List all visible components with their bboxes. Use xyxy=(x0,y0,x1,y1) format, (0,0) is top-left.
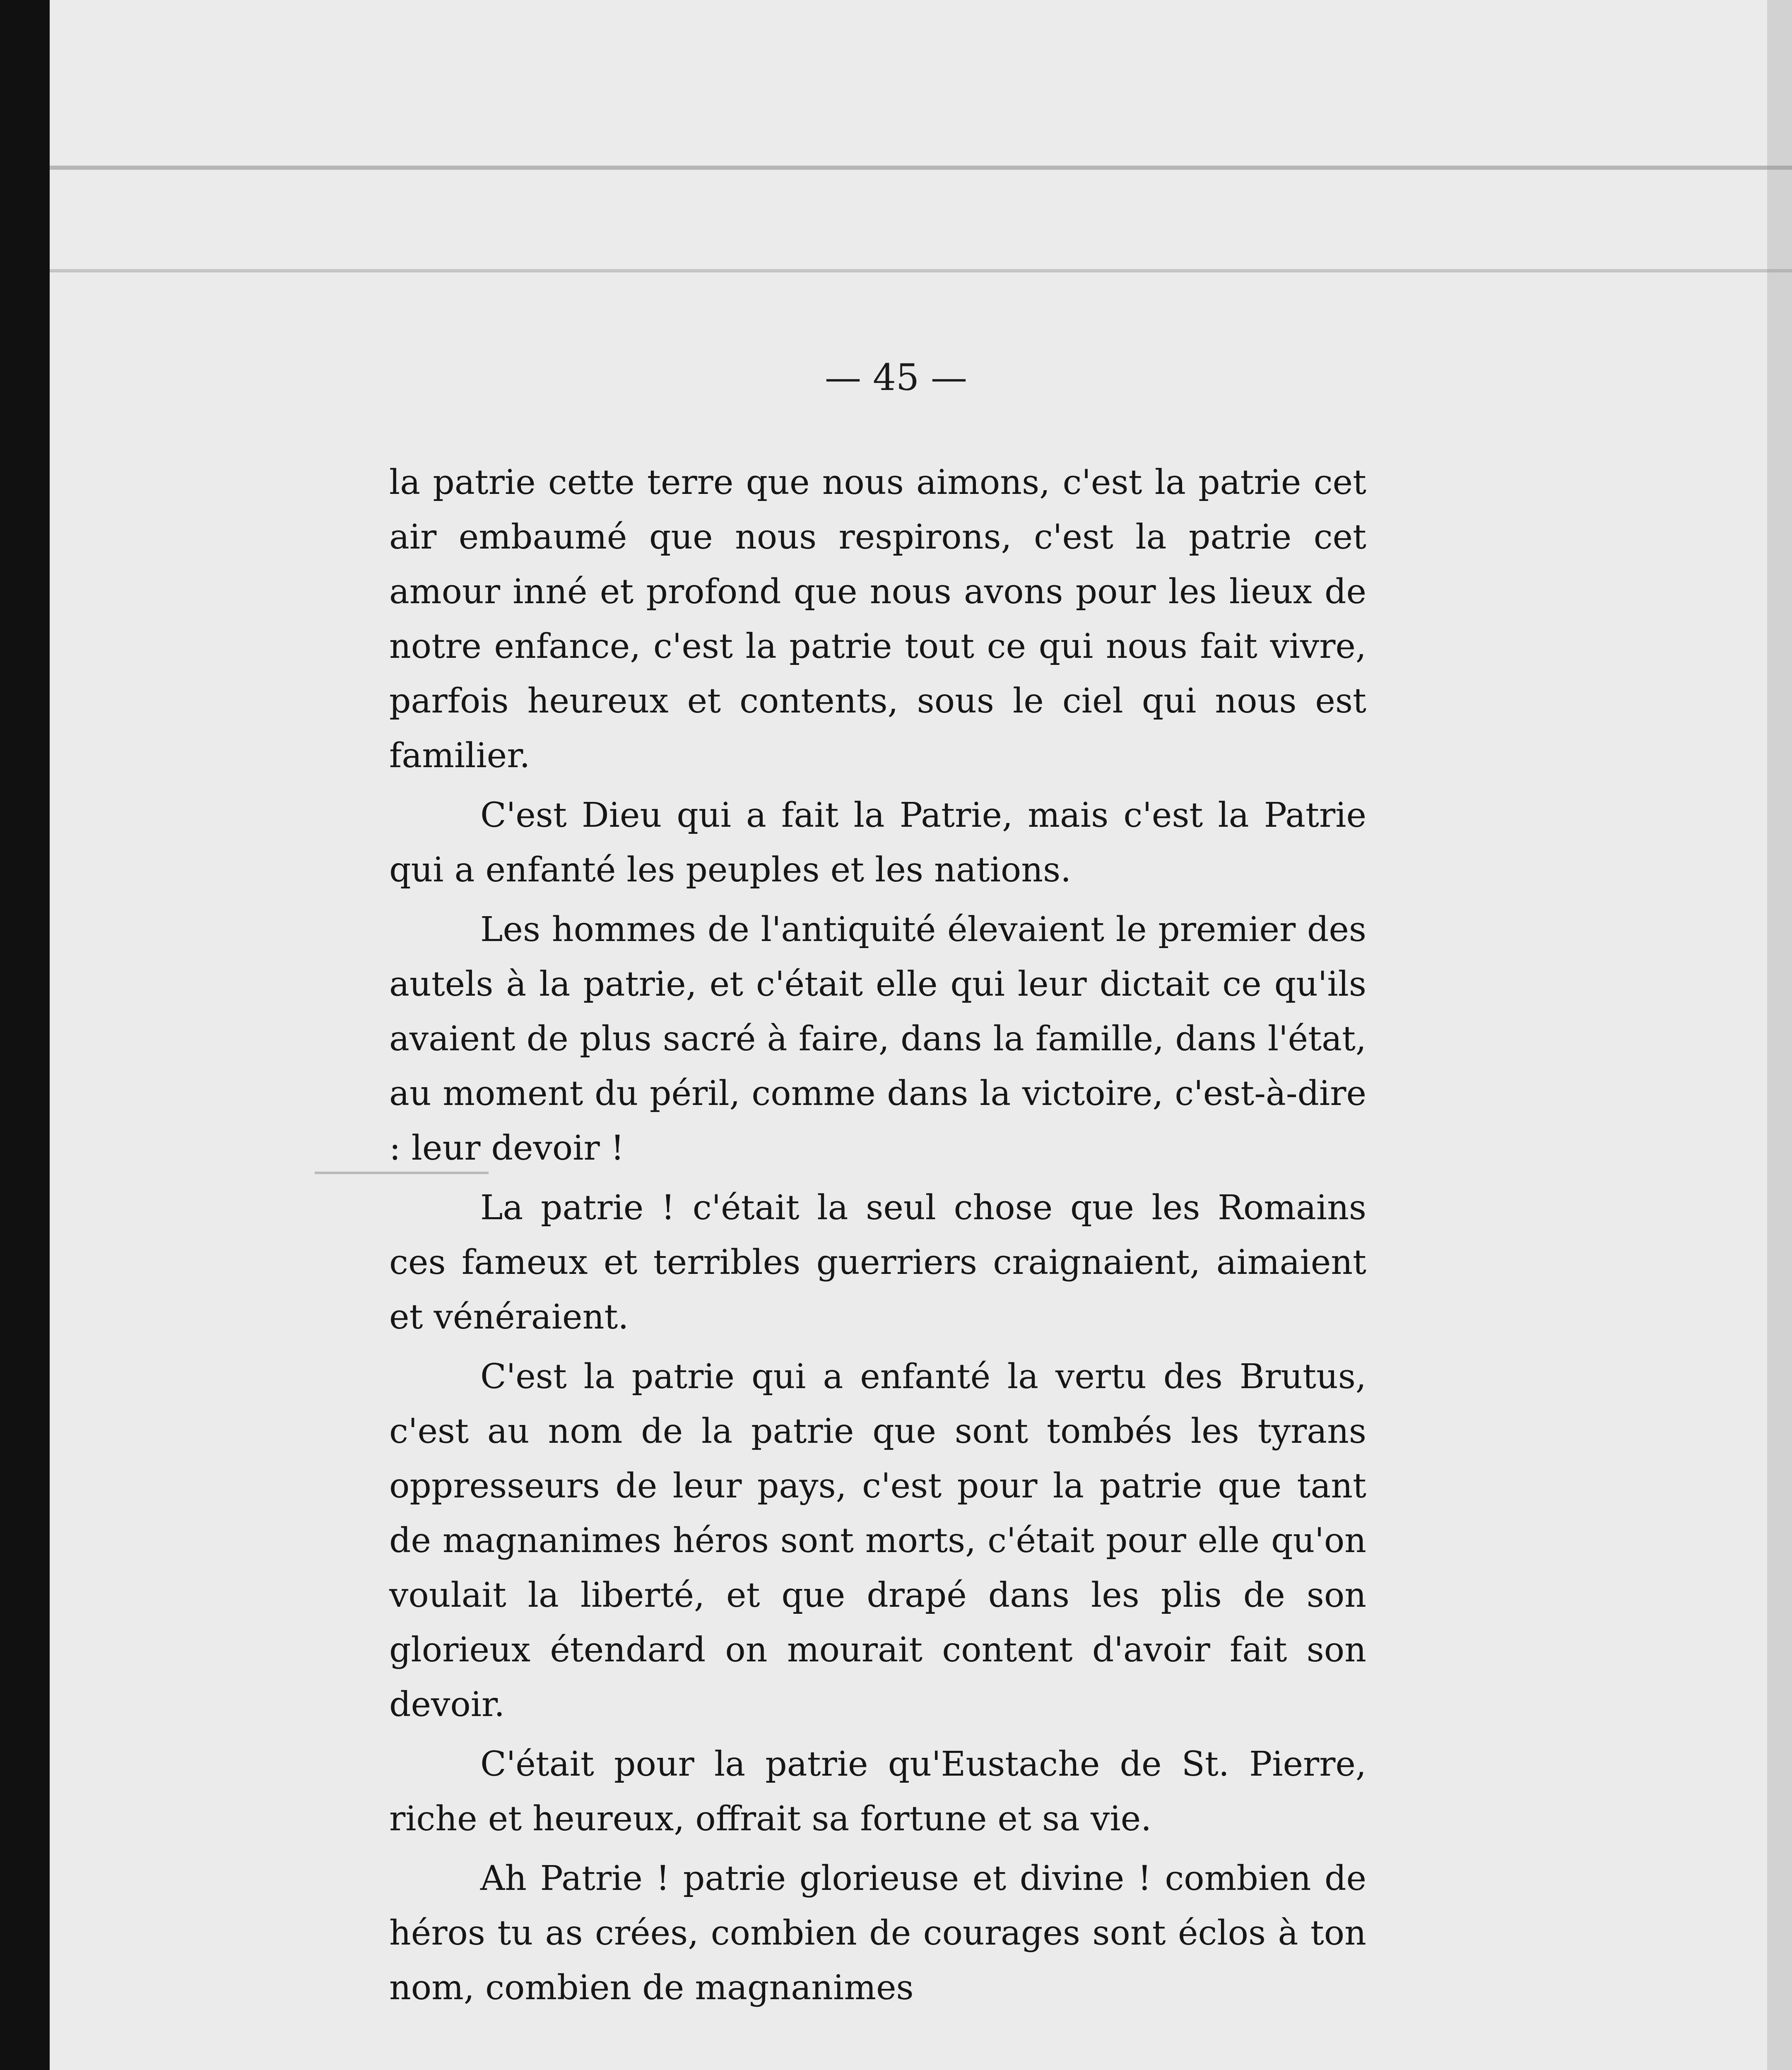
scan-right-edge xyxy=(1767,0,1792,2070)
paragraph: Les hommes de l'antiquité élevaient le premier des autels à la patrie, et c'était elle qui leur dictait ce qu'ils avaient de plus sacré à faire, dans la famille, dans l'état, au moment du péril, comme dans la victoire, c'est-à-dire : leur devoir ! xyxy=(389,910,1366,1168)
paragraph: La patrie ! c'était la seul chose que les Romains ces fameux et terribles guerriers craignaient, aimaient et vénéraient. xyxy=(389,1188,1366,1337)
scan-artifact-line xyxy=(50,269,1792,272)
scan-left-edge xyxy=(0,0,50,2070)
paragraph: C'est la patrie qui a enfanté la vertu des Brutus, c'est au nom de la patrie que sont tombés les tyrans oppresseurs de leur pays, c'est pour la patrie que tant de magnanimes héros sont morts, c'était pour elle qu'on voulait la liberté, et que drapé dans les plis de son glorieux étendard on mourait content d'avoir fait son devoir. xyxy=(389,1357,1366,1724)
body-text xyxy=(389,455,1366,2020)
paragraph: C'est Dieu qui a fait la Patrie, mais c'est la Patrie qui a enfanté les peuples et les nations. xyxy=(389,796,1366,890)
paragraph: la patrie cette terre que nous aimons, c'est la patrie cet air embaumé que nous respirons, c'est la patrie cet amour inné et profond que nous avons pour les lieux de notre enfance, c'est la patrie tout ce qui nous fait vivre, parfois heureux et contents, sous le ciel qui nous est familier. xyxy=(389,463,1366,775)
paragraph: C'était pour la patrie qu'Eustache de St. Pierre, riche et heureux, offrait sa fortune et sa vie. xyxy=(389,1745,1366,1839)
page-number: — 45 — xyxy=(825,356,967,399)
scan-artifact-line xyxy=(50,166,1792,170)
paragraph: Ah Patrie ! patrie glorieuse et divine ! combien de héros tu as crées, combien de courages sont éclos à ton nom, combien de magnanimes xyxy=(389,1859,1366,2007)
